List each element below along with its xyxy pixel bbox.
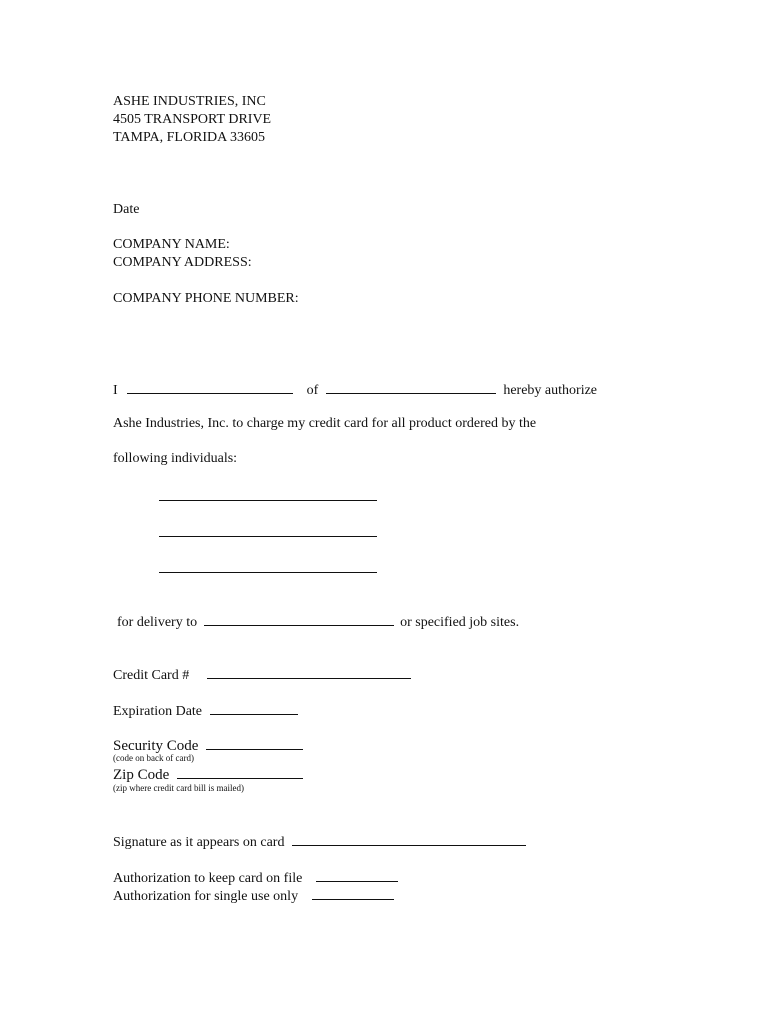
zip-row	[113, 766, 303, 783]
authorization-body-line: Ashe Industries, Inc. to charge my credit card for all product ordered by the	[113, 416, 537, 431]
authorizer-name-blank[interactable]	[127, 381, 293, 394]
delivery-address-blank[interactable]	[204, 613, 394, 626]
hereby-authorize-label: hereby authorize	[503, 383, 598, 398]
keep-on-file-blank[interactable]	[316, 869, 398, 882]
recipient-company-name-label: COMPANY NAME:	[113, 237, 230, 252]
security-code-note: (code on back of card)	[113, 753, 194, 763]
authorizer-company-blank[interactable]	[326, 381, 496, 394]
single-use-label: Authorization for single use only	[113, 889, 299, 904]
delivery-prefix: for delivery to	[117, 615, 198, 630]
individual-blank-2[interactable]	[159, 536, 377, 537]
card-number-row	[113, 666, 411, 683]
i-label: I	[113, 383, 118, 398]
delivery-line	[117, 613, 519, 630]
keep-on-file-label: Authorization to keep card on file	[113, 871, 303, 886]
single-use-blank[interactable]	[312, 887, 394, 900]
individual-blank-3[interactable]	[159, 572, 377, 573]
individual-blank-1[interactable]	[159, 500, 377, 501]
security-code-label: Security Code	[113, 738, 199, 754]
signature-blank[interactable]	[292, 833, 526, 846]
authorization-line	[113, 381, 597, 398]
signature-label: Signature as it appears on card	[113, 835, 285, 850]
individuals-line: following individuals:	[113, 451, 238, 466]
card-number-label: Credit Card #	[113, 668, 190, 683]
expiration-row	[113, 702, 298, 719]
zip-code-label: Zip Code	[113, 767, 170, 783]
expiration-blank[interactable]	[210, 702, 298, 715]
delivery-suffix: or specified job sites.	[400, 615, 520, 630]
company-city-state-zip: TAMPA, FLORIDA 33605	[113, 130, 265, 145]
recipient-company-address-label: COMPANY ADDRESS:	[113, 255, 252, 270]
date-label: Date	[113, 202, 140, 217]
security-code-blank[interactable]	[206, 737, 303, 750]
of-label: of	[306, 383, 319, 398]
keep-on-file-row	[113, 869, 398, 886]
card-number-blank[interactable]	[207, 666, 411, 679]
zip-code-note: (zip where credit card bill is mailed)	[113, 783, 244, 793]
recipient-company-phone-label: COMPANY PHONE NUMBER:	[113, 291, 299, 306]
company-name-heading: ASHE INDUSTRIES, INC	[113, 94, 266, 109]
single-use-row	[113, 887, 394, 904]
security-row	[113, 737, 303, 754]
zip-code-blank[interactable]	[177, 766, 303, 779]
company-street: 4505 TRANSPORT DRIVE	[113, 112, 272, 127]
expiration-label: Expiration Date	[113, 704, 203, 719]
signature-row	[113, 833, 526, 850]
